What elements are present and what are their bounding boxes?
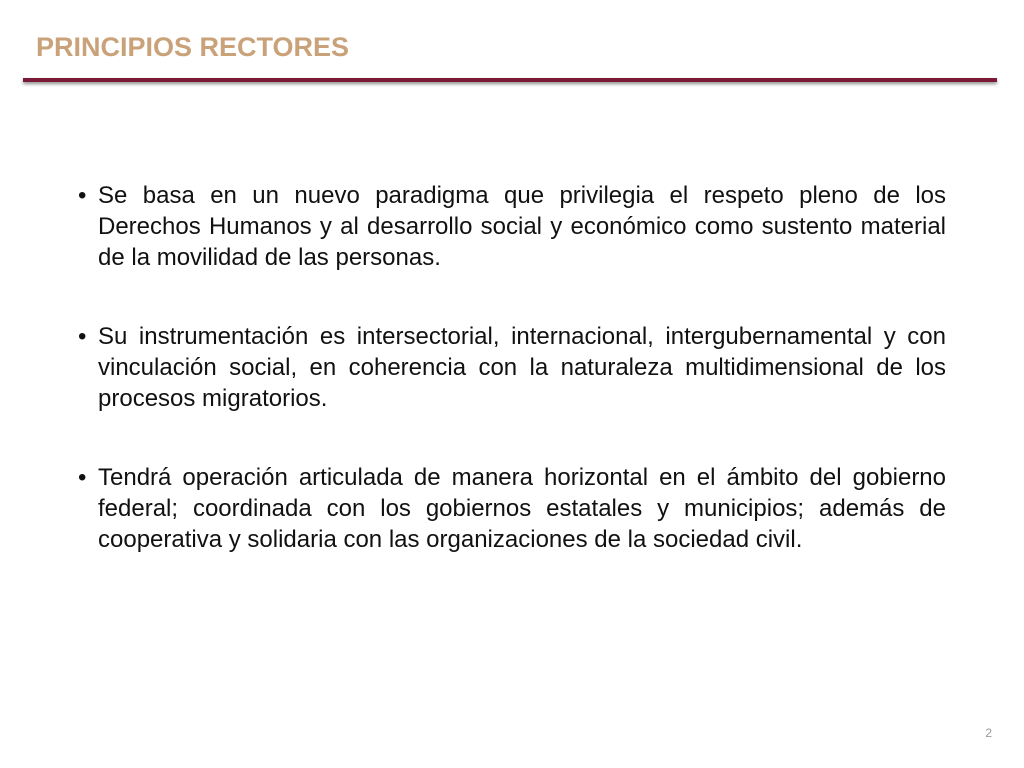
bullet-text: Se basa en un nuevo paradigma que privilegia el respeto pleno de los Derechos Humanos y al desarrollo social y económico como sustento material de la movilidad de las personas.: [98, 182, 946, 271]
bullet-text: Tendrá operación articulada de manera horizontal en el ámbito del gobierno federal; coordinada con los gobiernos estatales y municipios; además de cooperativa y solidaria con las organizaciones de la sociedad civil.: [98, 464, 946, 553]
bullet-item: [72, 321, 946, 414]
bullet-item: [72, 180, 946, 273]
title-divider: [23, 78, 997, 82]
page-number: 2: [985, 726, 992, 740]
bullet-text: Su instrumentación es intersectorial, internacional, intergubernamental y con vinculación social, en coherencia con la naturaleza multidimensional de los procesos migratorios.: [98, 323, 946, 412]
bullet-list: [72, 180, 946, 603]
bullet-item: [72, 462, 946, 555]
bullet-icon: •: [78, 182, 87, 209]
slide-title: PRINCIPIOS RECTORES: [36, 32, 350, 62]
bullet-icon: •: [78, 464, 87, 491]
bullet-icon: •: [78, 323, 87, 350]
